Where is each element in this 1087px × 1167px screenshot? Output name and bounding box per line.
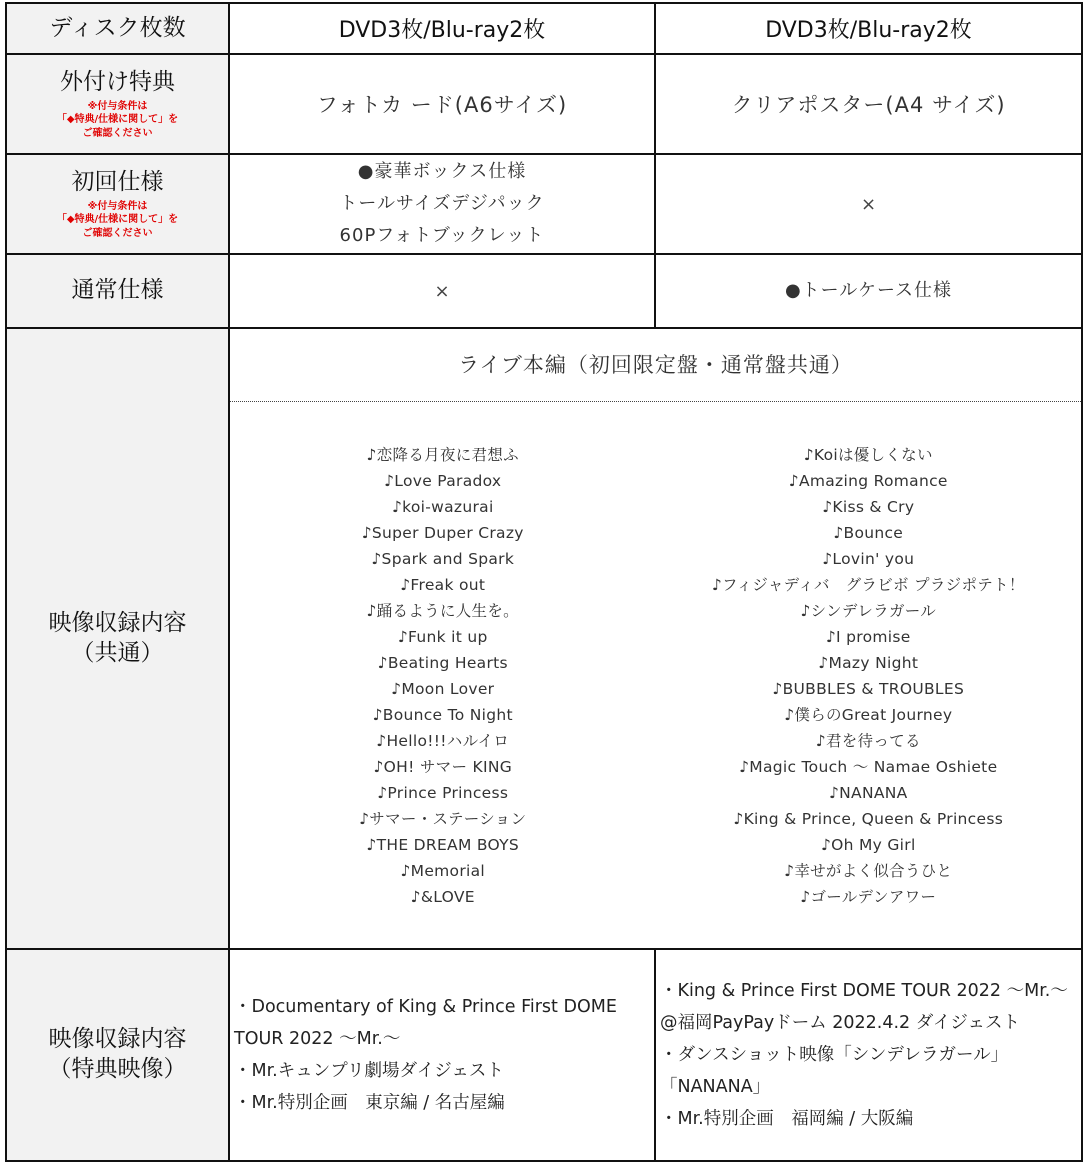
song-item: ♪Koiは優しくない [803,446,933,464]
header-first-spec [6,154,229,254]
song-item: ♪Bounce To Night [372,706,513,724]
header-external-bonus [6,54,229,154]
condition-note: ※付与条件は 「◆特典/仕様に関して」を ご確認ください [56,100,179,139]
song-item: ♪サマー・ステーション [359,810,527,828]
cell-disc-normal: DVD3枚/Blu-ray2枚 [655,3,1082,54]
cell-bonus-video-normal [655,949,1082,1161]
song-item: ♪恋降る月夜に君想ふ [366,446,519,464]
row-external-bonus [6,54,1082,154]
cell-normal-spec-normal: ●トールケース仕様 [655,254,1082,328]
setlist-right [656,442,1082,910]
song-item: ♪シンデレラガール [800,602,937,620]
row-disc-count [6,3,1082,54]
song-item: ♪Kiss & Cry [822,498,915,516]
cell-bonus-normal: クリアポスター(A4 サイズ) [655,54,1082,154]
bonus-video-item: ・Mr.キュンプリ劇場ダイジェスト [234,1061,504,1081]
song-item: ♪Memorial [400,862,486,880]
cell-normal-spec-first: × [229,254,655,328]
cell-live-setlist [229,328,1082,949]
song-item: ♪Oh My Girl [820,836,916,854]
bonus-video-item: ・ダンスショット映像「シンデレラガール」「NANANA」 [660,1045,1009,1097]
spec-table [5,2,1083,1162]
song-item: ♪&LOVE [410,888,475,906]
cell-first-spec-first: ●豪華ボックス仕様 トールサイズデジパック 60Pフォトブックレット [229,154,655,254]
cell-first-spec-normal: × [655,154,1082,254]
setlist-subheading: ライブ本編（初回限定盤・通常盤共通） [230,329,1081,402]
external-bonus-label: 外付け特典 [60,68,175,95]
song-item: ♪幸せがよく似合うひと [784,862,953,880]
song-item: ♪Beating Hearts [377,654,508,672]
song-item: ♪Amazing Romance [788,472,948,490]
song-item: ♪koi-wazurai [391,498,494,516]
bonus-video-item: ・Mr.特別企画 東京編 / 名古屋編 [234,1093,505,1113]
row-first-spec [6,154,1082,254]
song-item: ♪Love Paradox [384,472,502,490]
header-disc-count [6,3,229,54]
song-item: ♪Magic Touch ～ Namae Oshiete [739,758,998,776]
song-item: ♪Prince Princess [377,784,509,802]
song-item: ♪フィジャディバ グラビボ プラジポテト！ [711,576,1025,594]
condition-note: ※付与条件は 「◆特典/仕様に関して」を ご確認ください [56,200,179,239]
song-item: ♪NANANA [828,784,908,802]
song-item: ♪BUBBLES & TROUBLES [772,680,965,698]
song-item: ♪Spark and Spark [371,550,515,568]
song-item: ♪Bounce [833,524,904,542]
header-normal-spec [6,254,229,328]
song-item: ♪Freak out [400,576,486,594]
song-item: ♪Funk it up [397,628,488,646]
bonus-video-item: ・Documentary of King & Prince First DOME TOUR 2022 ～Mr.～ [234,997,617,1049]
cell-bonus-video-first [229,949,655,1161]
row-normal-spec [6,254,1082,328]
song-item: ♪King & Prince, Queen & Princess [733,810,1004,828]
header-video-common: 映像収録内容 （共通） [6,328,229,949]
song-item: ♪I promise [825,628,911,646]
setlist [230,402,1081,910]
song-item: ♪Mazy Night [818,654,919,672]
song-item: ♪Lovin' you [822,550,915,568]
song-item: ♪僕らのGreat Journey [784,706,953,724]
cell-bonus-first: フォトカ ード(A6サイズ) [229,54,655,154]
song-item: ♪Hello!!!ハルイロ [376,732,510,750]
disc-count-label: ディスク枚数 [49,14,186,41]
song-item: ♪OH! サマー KING [373,758,513,776]
normal-spec-label: 通常仕様 [71,277,164,304]
bonus-video-item: ・King & Prince First DOME TOUR 2022 ～Mr.～ @福岡PayPayドーム 2022.4.2 ダイジェスト [660,981,1068,1033]
song-item: ♪Super Duper Crazy [361,524,524,542]
song-item: ♪THE DREAM BOYS [366,836,520,854]
song-item: ♪君を待ってる [815,732,921,750]
row-video-bonus [6,949,1082,1161]
header-video-bonus: 映像収録内容 （特典映像） [6,949,229,1161]
song-item: ♪踊るように人生を。 [366,602,519,620]
row-video-common [6,328,1082,949]
song-item: ♪ゴールデンアワー [800,888,937,906]
bonus-video-item: ・Mr.特別企画 福岡編 / 大阪編 [660,1109,914,1129]
song-item: ♪Moon Lover [391,680,495,698]
cell-disc-first: DVD3枚/Blu-ray2枚 [229,3,655,54]
setlist-left [230,442,656,910]
first-spec-label: 初回仕様 [71,168,164,195]
